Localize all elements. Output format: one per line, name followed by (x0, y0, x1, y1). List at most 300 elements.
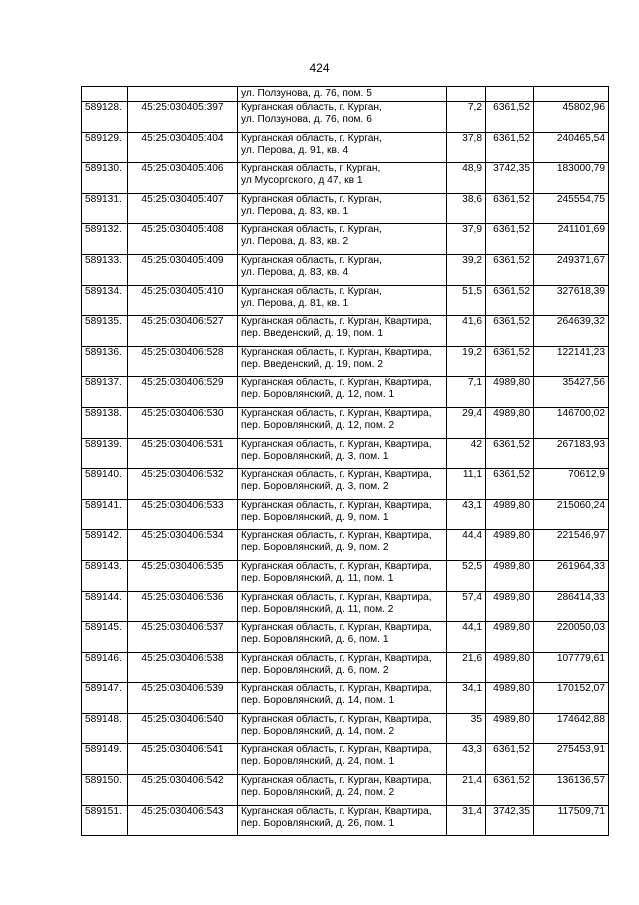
address-line: Курганская область, г. Курган, Квартира, (241, 744, 432, 756)
cell-number-text: 589145. (85, 622, 122, 634)
cell-cadastral-number (128, 775, 238, 806)
cell-number-text: 589147. (85, 683, 122, 695)
address-line: Курганская область, г. Курган, Квартира, (241, 560, 432, 572)
address-line: Курганская область, г. Курган, Квартира, (241, 346, 432, 358)
cell-rate-text: 6361,52 (493, 102, 530, 113)
cell-area (447, 316, 486, 347)
cell-rate (486, 132, 534, 163)
cell-number-text: 589146. (85, 652, 122, 664)
cell-number-text: 589142. (85, 530, 122, 542)
cell-cadastral-number-text: 45:25:030406:539 (141, 683, 224, 695)
cell-rate (486, 530, 534, 561)
cell-rate (486, 285, 534, 316)
cell-rate (486, 560, 534, 591)
cell-area-text: 43,1 (462, 499, 482, 511)
cell-area-text: 44,1 (462, 622, 482, 634)
cell-number (82, 87, 128, 102)
table-row (82, 469, 609, 500)
cell-value-text: 70612,9 (568, 469, 605, 481)
cell-value (534, 591, 609, 622)
cell-address (238, 683, 447, 714)
cell-area (447, 163, 486, 194)
cell-address (238, 469, 447, 500)
cell-area (447, 744, 486, 775)
cell-area-text: 42 (470, 438, 482, 450)
cell-value-text: 221546,97 (556, 530, 605, 542)
cell-value-text: 183000,79 (556, 163, 605, 175)
cell-cadastral-number-text: 45:25:030405:408 (141, 224, 224, 236)
cell-address (238, 744, 447, 775)
cell-area-text: 21,4 (462, 775, 482, 787)
cell-address (238, 530, 447, 561)
address-line: Курганская область, г. Курган, Квартира, (241, 438, 432, 450)
cell-address (238, 163, 447, 194)
address-line: пер. Боровлянский, д. 3, пом. 1 (241, 450, 389, 462)
table-row (82, 622, 609, 653)
cell-rate (486, 805, 534, 836)
address-line: пер. Боровлянский, д. 3, пом. 2 (241, 481, 389, 493)
cell-value (534, 744, 609, 775)
cell-cadastral-number-text: 45:25:030405:410 (141, 285, 224, 297)
cell-cadastral-number-text: 45:25:030406:541 (141, 744, 224, 756)
cell-area (447, 193, 486, 224)
cell-rate (486, 438, 534, 469)
cell-number-text: 589130. (85, 163, 122, 175)
cell-area-text: 41,6 (462, 316, 482, 328)
cell-value-text: 220050,03 (556, 622, 605, 634)
cell-cadastral-number-text: 45:25:030406:533 (141, 499, 224, 511)
cell-number (82, 530, 128, 561)
cell-number-text: 589134. (85, 285, 122, 297)
cell-number-text: 589141. (85, 499, 122, 511)
cell-number (82, 316, 128, 347)
table-row (82, 316, 609, 347)
cell-cadastral-number (128, 285, 238, 316)
cell-value (534, 377, 609, 408)
cell-cadastral-number (128, 499, 238, 530)
cell-rate-text: 4989,80 (493, 560, 530, 572)
cell-cadastral-number (128, 377, 238, 408)
address-line: пер. Боровлянский, д. 24, пом. 1 (241, 756, 395, 768)
cell-number-text: 589136. (85, 346, 122, 358)
cell-cadastral-number-text: 45:25:030406:543 (141, 805, 224, 817)
table-row (82, 683, 609, 714)
address-line: ул. Перова, д. 81, кв. 1 (241, 297, 349, 309)
table-row (82, 713, 609, 744)
cell-value (534, 87, 609, 102)
cell-number-text: 589144. (85, 591, 122, 603)
cell-cadastral-number (128, 316, 238, 347)
address-line: Курганская область, г. Курган, Квартира, (241, 652, 432, 664)
cell-value (534, 407, 609, 438)
cell-address (238, 652, 447, 683)
cell-area-text: 11,1 (462, 469, 482, 481)
cell-number-text: 589129. (85, 132, 122, 144)
cell-cadastral-number-text: 45:25:030406:540 (141, 713, 224, 725)
cell-cadastral-number (128, 744, 238, 775)
cell-number (82, 163, 128, 194)
table-row (82, 346, 609, 377)
address-line: пер. Боровлянский, д. 26, пом. 1 (241, 817, 395, 829)
cell-cadastral-number-text: 45:25:030406:528 (141, 346, 224, 358)
cell-cadastral-number-text: 45:25:030406:538 (141, 652, 224, 664)
cell-cadastral-number (128, 805, 238, 836)
cell-number-text: 589137. (85, 377, 122, 389)
cell-number (82, 499, 128, 530)
address-line: Курганская область, г. Курган, (241, 254, 382, 266)
cell-cadastral-number (128, 683, 238, 714)
address-line: Курганская область, г. Курган, (241, 132, 382, 144)
cell-rate-text: 4989,80 (493, 713, 530, 725)
cell-number (82, 438, 128, 469)
table-row (82, 285, 609, 316)
cell-value (534, 775, 609, 806)
cell-cadastral-number-text: 45:25:030406:542 (141, 775, 224, 787)
cell-rate-text: 3742,35 (493, 163, 530, 175)
cell-cadastral-number (128, 224, 238, 255)
cell-value-text: 286414,33 (556, 591, 605, 603)
cell-rate-text: 4989,80 (493, 591, 530, 603)
cell-area (447, 346, 486, 377)
cell-value (534, 193, 609, 224)
cell-value-text: 146700,02 (556, 407, 605, 419)
cell-rate (486, 102, 534, 133)
address-line: ул. Перова, д. 83, кв. 2 (241, 236, 349, 248)
cell-area (447, 285, 486, 316)
cell-address (238, 499, 447, 530)
cell-address (238, 775, 447, 806)
cell-number (82, 713, 128, 744)
cell-value-text: 245554,75 (556, 193, 605, 205)
address-line: Курганская область, г. Курган, Квартира, (241, 469, 432, 481)
cell-cadastral-number (128, 254, 238, 285)
cell-address (238, 438, 447, 469)
cell-rate-text: 6361,52 (493, 744, 530, 756)
address-line: ул Мусоргского, д 47, кв 1 (241, 175, 363, 187)
table-row (82, 744, 609, 775)
cell-area (447, 469, 486, 500)
address-line: Курганская область, г. Курган, Квартира, (241, 683, 432, 695)
cell-rate-text: 6361,52 (493, 438, 530, 450)
cell-area (447, 499, 486, 530)
cell-cadastral-number-text: 45:25:030406:536 (141, 591, 224, 603)
cell-address (238, 346, 447, 377)
cell-rate (486, 407, 534, 438)
cell-value-text: 240465,54 (556, 132, 605, 144)
cell-value (534, 163, 609, 194)
cell-area-text: 34,1 (462, 683, 482, 695)
cell-rate-text: 6361,52 (493, 469, 530, 481)
cell-address (238, 224, 447, 255)
continuation-row (82, 87, 609, 102)
cell-cadastral-number (128, 407, 238, 438)
cell-address (238, 132, 447, 163)
cell-number-text: 589148. (85, 713, 122, 725)
address-line: ул. Ползунова, д. 76, пом. 6 (241, 114, 372, 125)
cell-number-text: 589143. (85, 560, 122, 572)
cell-number (82, 102, 128, 133)
cell-rate (486, 254, 534, 285)
cell-rate (486, 713, 534, 744)
cell-number-text: 589138. (85, 407, 122, 419)
cell-rate-text: 6361,52 (493, 193, 530, 205)
cell-number (82, 377, 128, 408)
address-line: ул. Перова, д. 91, кв. 4 (241, 144, 349, 156)
address-line: пер. Введенский, д. 19, пом. 1 (241, 328, 383, 340)
cell-cadastral-number-text: 45:25:030406:531 (141, 438, 224, 450)
cell-value (534, 713, 609, 744)
address-line: Курганская область, г. Курган, (241, 224, 382, 236)
cell-cadastral-number-text: 45:25:030406:527 (141, 316, 224, 328)
cell-rate-text: 6361,52 (493, 254, 530, 266)
cell-area (447, 591, 486, 622)
cell-number (82, 132, 128, 163)
cell-rate (486, 163, 534, 194)
cell-value (534, 132, 609, 163)
cell-cadastral-number (128, 163, 238, 194)
cell-value (534, 316, 609, 347)
cell-cadastral-number (128, 652, 238, 683)
cell-rate (486, 775, 534, 806)
cell-value-text: 117509,71 (557, 805, 605, 817)
cell-rate (486, 744, 534, 775)
cell-area-text: 43,3 (462, 744, 482, 756)
cell-value (534, 469, 609, 500)
cell-number (82, 346, 128, 377)
cell-area-text: 37,8 (462, 132, 482, 144)
cell-cadastral-number-text: 45:25:030406:532 (141, 469, 224, 481)
cell-number (82, 683, 128, 714)
table-row (82, 652, 609, 683)
address-line: ул. Перова, д. 83, кв. 1 (241, 205, 349, 217)
cell-number (82, 775, 128, 806)
cell-address (238, 193, 447, 224)
cell-value (534, 254, 609, 285)
cell-area-text: 7,2 (467, 102, 482, 113)
cell-rate-text: 6361,52 (493, 285, 530, 297)
address-line: пер. Боровлянский, д. 12, пом. 2 (241, 419, 395, 431)
cell-number (82, 591, 128, 622)
cell-area (447, 622, 486, 653)
page-number: 424 (309, 61, 330, 75)
cell-number (82, 254, 128, 285)
table-row (82, 163, 609, 194)
cell-value (534, 285, 609, 316)
cell-rate (486, 499, 534, 530)
cell-rate (486, 316, 534, 347)
cell-value (534, 499, 609, 530)
cell-value (534, 224, 609, 255)
cell-cadastral-number-text: 45:25:030406:529 (141, 377, 224, 389)
cadastral-value-table (81, 86, 609, 836)
cell-value-text: 327618,39 (556, 285, 605, 297)
cell-area (447, 713, 486, 744)
cell-number-text: 589132. (85, 224, 122, 236)
cell-cadastral-number (128, 87, 238, 102)
cell-value-text: 241101,69 (557, 224, 605, 236)
address-line: Курганская область, г. Курган, Квартира, (241, 377, 432, 389)
cell-number (82, 407, 128, 438)
address-line: Курганская область, г. Курган, Квартира, (241, 775, 432, 787)
cell-address (238, 805, 447, 836)
cell-value-text: 174642,88 (556, 713, 605, 725)
cell-value-text: 267183,93 (556, 438, 605, 450)
cell-number (82, 469, 128, 500)
cell-value-text: 122141,23 (556, 346, 605, 358)
cell-number-text: 589128. (85, 102, 122, 113)
cell-cadastral-number-text: 45:25:030405:407 (141, 193, 224, 205)
cell-rate-text: 4989,80 (493, 530, 530, 542)
cell-area-text: 51,5 (462, 285, 482, 297)
cell-cadastral-number (128, 560, 238, 591)
cell-number-text: 589149. (85, 744, 122, 756)
cell-rate (486, 87, 534, 102)
cell-area (447, 652, 486, 683)
cell-value (534, 438, 609, 469)
cell-area (447, 530, 486, 561)
cell-address (238, 560, 447, 591)
cell-area-text: 57,4 (462, 591, 482, 603)
cell-rate (486, 377, 534, 408)
cell-rate-text: 4989,80 (493, 622, 530, 634)
address-line: пер. Боровлянский, д. 6, пом. 1 (241, 634, 389, 646)
cell-cadastral-number-text: 45:25:030406:537 (141, 622, 224, 634)
address-line: Курганская область, г. Курган, (241, 285, 382, 297)
table-row (82, 254, 609, 285)
cell-cadastral-number-text: 45:25:030405:406 (141, 163, 224, 175)
cell-number-text: 589139. (85, 438, 122, 450)
address-line: пер. Боровлянский, д. 9, пом. 1 (241, 511, 389, 523)
cell-area-text: 7,1 (467, 377, 482, 389)
cell-area-text: 39,2 (462, 254, 482, 266)
cell-area (447, 132, 486, 163)
table-row (82, 224, 609, 255)
cell-number (82, 193, 128, 224)
address-line: Курганская область, г. Курган, Квартира, (241, 499, 432, 511)
address-line: Курганская область, г. Курган, Квартира, (241, 622, 432, 634)
cell-area (447, 560, 486, 591)
cell-cadastral-number (128, 102, 238, 133)
cell-area-text: 19,2 (462, 346, 482, 358)
cell-rate-text: 6361,52 (493, 132, 530, 144)
cell-area (447, 775, 486, 806)
cell-cadastral-number (128, 132, 238, 163)
cell-address (238, 87, 447, 102)
address-line: пер. Боровлянский, д. 14, пом. 2 (241, 725, 395, 737)
cell-area (447, 805, 486, 836)
cell-address (238, 102, 447, 133)
cell-address (238, 254, 447, 285)
address-line: ул. Перова, д. 83, кв. 4 (241, 266, 349, 278)
cell-number (82, 560, 128, 591)
cell-area-text: 29,4 (462, 407, 482, 419)
address-line: ул. Ползунова, д. 76, пом. 5 (241, 88, 372, 99)
cell-cadastral-number (128, 530, 238, 561)
table-row (82, 377, 609, 408)
cell-area-text: 48,9 (462, 163, 482, 175)
cell-rate (486, 346, 534, 377)
cell-cadastral-number (128, 622, 238, 653)
address-line: пер. Боровлянский, д. 6, пом. 2 (241, 664, 389, 676)
address-line: пер. Боровлянский, д. 9, пом. 2 (241, 542, 389, 554)
cell-value (534, 683, 609, 714)
cell-number (82, 744, 128, 775)
cell-address (238, 622, 447, 653)
cell-rate-text: 4989,80 (493, 499, 530, 511)
cell-number (82, 652, 128, 683)
cell-value (534, 805, 609, 836)
cell-rate (486, 469, 534, 500)
cell-area (447, 102, 486, 133)
address-line: Курганская область, г. Курган, Квартира, (241, 530, 432, 542)
address-line: пер. Боровлянский, д. 14, пом. 1 (241, 695, 395, 707)
cell-address (238, 407, 447, 438)
cell-cadastral-number (128, 346, 238, 377)
table-row (82, 438, 609, 469)
cell-value (534, 530, 609, 561)
cell-area-text: 37,9 (462, 224, 482, 236)
cell-value-text: 35427,56 (562, 377, 605, 389)
table-row (82, 132, 609, 163)
cell-area-text: 44,4 (462, 530, 482, 542)
table-row (82, 530, 609, 561)
cell-area-text: 52,5 (462, 560, 482, 572)
cell-number-text: 589150. (85, 775, 122, 787)
cell-rate-text: 3742,35 (493, 805, 530, 817)
table-row (82, 407, 609, 438)
cell-rate (486, 652, 534, 683)
cell-rate-text: 4989,80 (493, 683, 530, 695)
table-row (82, 560, 609, 591)
table-row (82, 193, 609, 224)
cell-area (447, 254, 486, 285)
address-line: пер. Введенский, д. 19, пом. 2 (241, 358, 383, 370)
cell-rate-text: 4989,80 (493, 652, 530, 664)
cell-cadastral-number-text: 45:25:030406:535 (141, 560, 224, 572)
cell-cadastral-number-text: 45:25:030405:409 (141, 254, 224, 266)
cell-rate-text: 4989,80 (493, 407, 530, 419)
cell-address (238, 377, 447, 408)
table-body (82, 87, 609, 836)
cell-cadastral-number (128, 438, 238, 469)
cell-area (447, 224, 486, 255)
cell-value (534, 346, 609, 377)
cell-value-text: 261964,33 (556, 560, 605, 572)
table-row (82, 102, 609, 133)
cell-value (534, 102, 609, 133)
address-line: пер. Боровлянский, д. 11, пом. 1 (241, 572, 394, 584)
cell-rate (486, 622, 534, 653)
cell-area-text: 21,6 (462, 652, 482, 664)
cell-number-text: 589133. (85, 254, 122, 266)
cell-value-text: 170152,07 (556, 683, 605, 695)
cell-area (447, 407, 486, 438)
cell-number (82, 285, 128, 316)
cell-number (82, 805, 128, 836)
address-line: Курганская область, г Курган, (241, 163, 381, 175)
cell-rate-text: 6361,52 (493, 346, 530, 358)
cell-cadastral-number (128, 591, 238, 622)
cell-cadastral-number-text: 45:25:030406:530 (141, 407, 224, 419)
cell-value-text: 136136,57 (556, 775, 605, 787)
cell-rate-text: 6361,52 (493, 316, 530, 328)
cell-rate-text: 6361,52 (493, 224, 530, 236)
cell-cadastral-number (128, 193, 238, 224)
address-line: Курганская область, г. Курган, (241, 193, 382, 205)
cell-value-text: 215060,24 (556, 499, 605, 511)
cell-area (447, 438, 486, 469)
cell-rate (486, 224, 534, 255)
